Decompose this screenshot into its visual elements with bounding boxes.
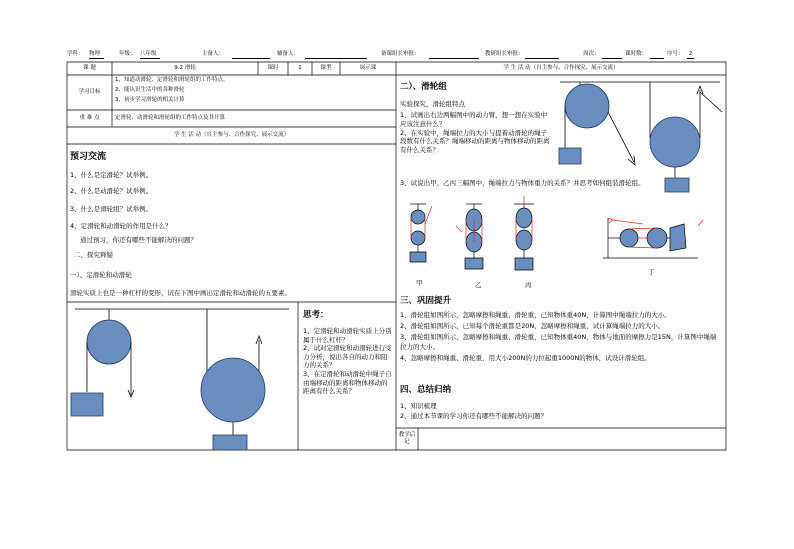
think-item: 1、定滑轮和动滑轮实质上分别属于什么杠杆？: [303, 327, 392, 344]
fig-label-bing: 丙: [525, 281, 532, 289]
experiment-item: 1、试画出右边两幅图中的动力臂，想一想在实验中应该注意什么？: [400, 111, 548, 128]
summary-item: 2、通过本节课的学习你还有哪些不能解决的问题？: [400, 411, 548, 420]
activity-header-right: 学 生 活 动（自主参与、合作探究、展示交流）: [503, 65, 619, 71]
postscript-label: 教学后记: [398, 432, 416, 445]
goals-label: 学习目标: [78, 89, 101, 95]
pulley-pair-figure: [550, 76, 726, 198]
think-item: 3、在定滑轮和动滑轮中绳子自由端移动的距离和物体移动的距离有什么关系？: [303, 369, 392, 396]
preview-question-1: 1、什么是定滑轮？试举例。: [70, 171, 153, 179]
think-title: 思考：: [303, 310, 329, 320]
topic-value: 9.2 滑轮: [174, 65, 196, 71]
main-preparer-label: 主备人：: [202, 51, 225, 57]
practice-item: 2、滑轮组如图所示，已知每个滑轮重都是20N，忽略摩擦和绳重，试计算绳端拉力的大小。: [400, 322, 665, 331]
week-label: 周次：: [583, 51, 600, 57]
pulley-systems-figure: [398, 196, 726, 288]
grade-value: 八年级: [140, 51, 160, 59]
practice-item: 1、滑轮组如图所示，忽略摩擦和绳重、滑轮重，已知物体重40N，计算图中绳端拉力的大小。: [400, 311, 671, 319]
think-list: [303, 327, 393, 396]
key-points-label: 重 难 点: [79, 115, 100, 121]
period-label: 课时: [267, 65, 279, 71]
experiment-items: [400, 111, 552, 155]
type-value: 展示课: [359, 65, 377, 71]
summary-list: [400, 402, 547, 421]
topic-label: 课 题: [83, 65, 96, 71]
summary-item: 1、知识梳理: [400, 402, 437, 410]
activity-header-left: 学 生 活 动（自主参与、合作探究、展示交流）: [173, 132, 290, 138]
assistant-label: 辅备人：: [277, 51, 300, 57]
consolidate-title: 三、巩固提升: [400, 296, 452, 306]
key-points-text: 定滑轮、动滑轮和滑轮组的工作特点及其计算: [115, 115, 226, 121]
period-value: 1: [298, 65, 302, 71]
preview-question-3: 3、什么是滑轮组？试举例。: [70, 205, 153, 213]
experiment-title: 实验探究，滑轮组特点: [400, 100, 465, 108]
research-leader-label: 教研组长审批：: [485, 51, 524, 57]
preview-question-2: 2、什么是动滑轮？试举例。: [70, 187, 153, 195]
explore-title: 二、探究释疑: [74, 251, 113, 259]
subject-value: 物理: [89, 51, 104, 59]
practice-item: 3、滑轮组如图所示，忽略摩擦和绳重、滑轮重，已知物体重40N，物体与地面的摩擦力是15N，计算图中绳端拉力的大小。: [400, 333, 717, 351]
serial-value: 2: [688, 51, 693, 57]
practice-list: [400, 311, 722, 363]
goal-item: 2、能认识生活中的各种滑轮: [115, 87, 185, 93]
pulley-block-title: 二）、滑轮组: [400, 82, 447, 92]
goals-list: [115, 77, 393, 104]
summary-title: 四、总结归纳: [400, 385, 452, 395]
group-leader-label: 备课组长审批：: [381, 51, 420, 57]
fig-label-yi: 乙: [475, 281, 482, 289]
preview-question-4: 4、定滑轮和动滑轮的作用是什么？: [70, 222, 172, 230]
hours-label: 课时数：: [625, 51, 648, 57]
subject-label: 学科：: [67, 51, 84, 57]
lever-intro: 滑轮实质上也是一种杠杆的变形，试在下图中画出定滑轮和动滑轮的五要素。: [70, 289, 291, 297]
goal-item: 3、初步学习滑轮的相关计算: [115, 97, 185, 103]
practice-item: 4、忽略摩擦和绳重、滑轮重，用大小200N的力拉起重1000N的物体，试设计滑轮组。: [400, 353, 651, 362]
preview-title: 预习交流: [70, 152, 107, 162]
grade-label: 年级：: [119, 51, 136, 57]
type-label: 课型: [320, 65, 332, 71]
experiment-item: 2、在实验中，绳端拉力的大小与提着动滑轮的绳子段数有什么关系？绳端移动的距离与物体移动的距离有什么关系？: [400, 128, 550, 155]
fig-label-jia: 甲: [416, 279, 423, 287]
serial-label: 序号：: [667, 51, 684, 57]
experiment-item-3: 3、试说出甲、乙丙三幅图中，绳端拉力与物体重力的关系？并思考如何组装滑轮组。: [400, 179, 645, 187]
goal-item: 1、知道动滑轮、定滑轮和滑轮组的工作特点。: [115, 77, 229, 83]
fixed-movable-subtitle: 一）、定滑轮和动滑轮: [70, 271, 132, 279]
think-item: 2、试对定滑轮和动滑轮进行受力分析，说出各自的动力和阻力的关系？: [303, 344, 392, 370]
preview-note: 通过预习，你还有哪些不能解决的问题？: [80, 236, 197, 244]
fixed-movable-pulley-figure: [67, 302, 298, 450]
fig-label-ding: 丁: [648, 268, 655, 276]
